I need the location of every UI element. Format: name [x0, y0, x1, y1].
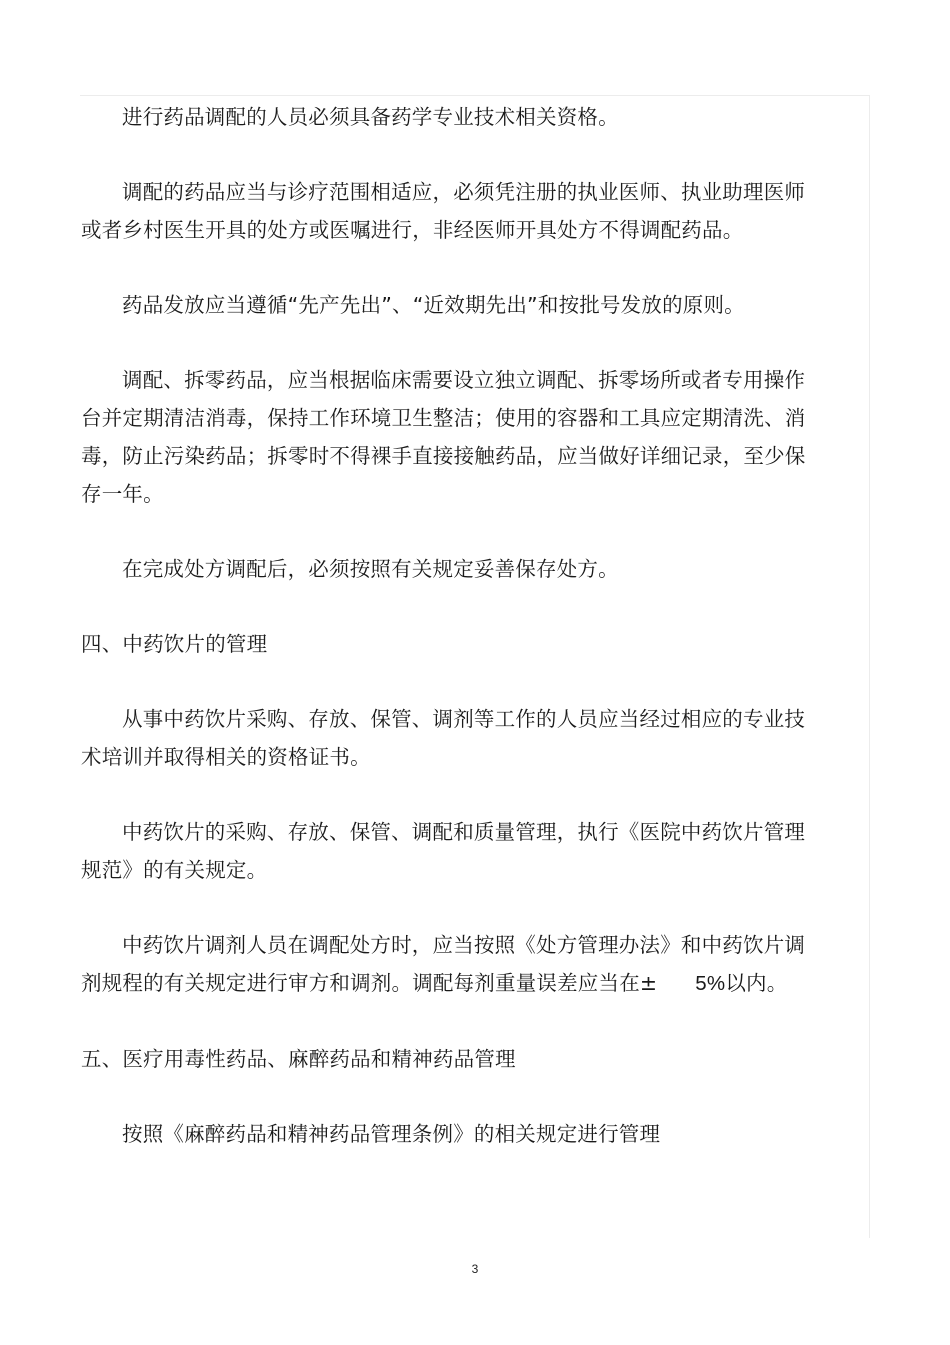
paragraph-herbal-staff: 从事中药饮片采购、存放、保管、调剂等工作的人员应当经过相应的专业技术培训并取得相关的资格证书。 — [81, 707, 806, 769]
page-border-right — [869, 95, 870, 1238]
paragraph-herbal-dispensing-text: 中药饮片调剂人员在调配处方时，应当按照《处方管理办法》和中药饮片调剂规程的有关规定进行审方和调剂。调配每剂重量误差应当在± — [81, 933, 806, 995]
paragraph-splitting-drugs: 调配、拆零药品，应当根据临床需要设立独立调配、拆零场所或者专用操作台并定期清洁消毒，保持工作环境卫生整洁；使用的容器和工具应定期清洗、消毒，防止污染药品；拆零时不得裸手直接接触药品，应当做好详细记录，至少保存一年。 — [81, 368, 806, 506]
paragraph-dispensing-qualification: 进行药品调配的人员必须具备药学专业技术相关资格。 — [122, 105, 619, 129]
paragraph-dispensing-order: 药品发放应当遵循“先产先出”、“近效期先出”和按批号发放的原则。 — [122, 293, 745, 317]
paragraph-dispensing-scope: 调配的药品应当与诊疗范围相适应，必须凭注册的执业医师、执业助理医师或者乡村医生开具的处方或医嘱进行，非经医师开具处方不得调配药品。 — [81, 180, 806, 242]
document-body — [81, 98, 811, 1153]
section-heading-5: 五、医疗用毒性药品、麻醉药品和精神药品管理 — [81, 1047, 516, 1071]
page-number: 3 — [471, 1262, 479, 1276]
page-border-top — [80, 95, 870, 96]
paragraph-herbal-dispensing-tail: 以内。 — [725, 971, 788, 995]
section-heading-4: 四、中药饮片的管理 — [81, 632, 268, 656]
paragraph-herbal-management: 中药饮片的采购、存放、保管、调配和质量管理，执行《医院中药饮片管理规范》的有关规定。 — [81, 820, 806, 882]
paragraph-prescription-storage: 在完成处方调配后，必须按照有关规定妥善保存处方。 — [122, 557, 619, 581]
paragraph-narcotics-regulation: 按照《麻醉药品和精神药品管理条例》的相关规定进行管理 — [122, 1122, 661, 1146]
weight-error-percent: 5% — [695, 972, 726, 995]
paragraph-herbal-dispensing — [81, 926, 811, 1003]
